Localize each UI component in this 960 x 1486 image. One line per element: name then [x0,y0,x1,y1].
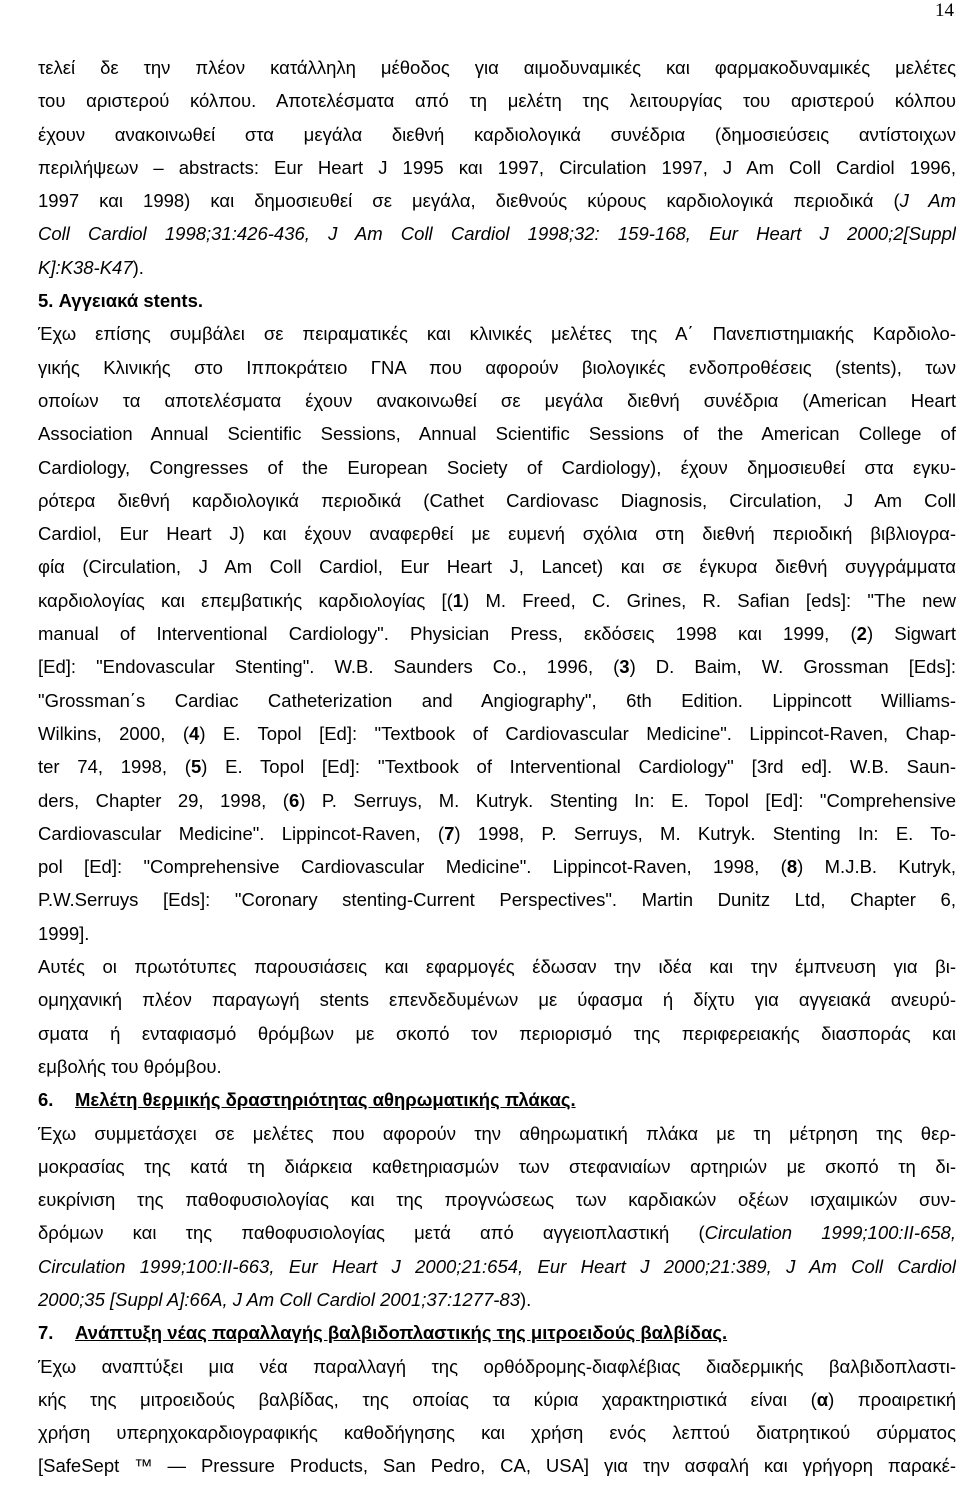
italic-run: 2000;35 [Suppl A]:66A, J Am Coll Cardiol 2001;37:1277-83 [38,1288,520,1310]
text-run: ). [132,256,144,278]
text-run: ευκρίνιση της παθοφυσιολογίας και της προγνώσεως των καρδιακών οξέων ισχαιμικών συν- [38,1189,956,1211]
bold-run: 2 [856,623,867,645]
section-heading-6 [38,1083,956,1116]
text-run: σματα ή ενταφιασμό θρόμβων με σκοπό τον περιορισμό της περιφερειακής διασποράς και [38,1022,956,1044]
section-number: 5. [38,290,54,312]
italic-run: Coll Cardiol 1998;31:426-436, J Am Coll Cardiol 1998;32: 159-168, Eur Heart J 2000;2[Suppl [38,223,956,245]
text-line [38,684,956,717]
italic-run: Circulation 1999;100:II-658, [704,1222,956,1244]
text-line [38,484,956,517]
text-run: μοκρασίας της κατά τη διάρκεια καθετηριασμών των στεφανιαίων αρτηριών με σκοπό τη δι- [38,1155,956,1177]
text-line [38,784,956,817]
italic-run: J Am [899,190,956,212]
text-run: ter 74, 1998, ( [38,756,191,778]
text-line [38,1150,956,1183]
text-run: [SafeSept ™ — Pressure Products, San Pedro, CA, USA] για την ασφαλή και γρήγορη παρακέ- [38,1455,956,1477]
text-line [38,251,956,284]
text-line [38,1017,956,1050]
text-line [38,983,956,1016]
text-run: ρότερα διεθνή καρδιολογικά περιοδικά (Cathet Cardiovasc Diagnosis, Circulation, J Am Coll [38,489,956,511]
text-run: [Ed]: "Endovascular Stenting". W.B. Saunders Co., 1996, ( [38,656,620,678]
text-run: pol [Ed]: "Comprehensive Cardiovascular Medicine". Lippincot-Raven, 1998, ( [38,856,787,878]
text-run: P.W.Serruys [Eds]: "Coronary stenting-Current Perspectives". Martin Dunitz Ltd, Chapter 6, [38,889,956,911]
text-run: έχουν ανακοινωθεί στα μεγάλα διεθνή καρδιολογικά συνέδρια (δημοσιεύσεις αντίστοιχων [38,123,956,145]
bold-run: 1 [452,589,464,611]
text-run: ) προαιρετική [828,1388,956,1410]
text-run: ) M. Freed, C. Grines, R. Safian [eds]: "The new [463,589,956,611]
page-number: 14 [935,0,954,21]
text-line [38,118,956,151]
text-run: ομηχανική πλέον παραγωγή stents επενδεδυμένων με ύφασμα ή δίχτυ για αγγειακά ανευρύ- [38,989,956,1011]
text-run: φία (Circulation, J Am Coll Cardiol, Eur Heart J, Lancet) και σε έγκυρα διεθνή συγγράμματα [38,556,956,578]
text-line [38,917,956,950]
text-run: τελεί δε την πλέον κατάλληλη μέθοδος για αιμοδυναμικές και φαρμακοδυναμικές μελέτες [38,57,956,78]
bold-run: 6 [288,789,300,811]
text-line [38,550,956,583]
text-run: 1999]. [38,922,90,944]
text-line [38,1350,956,1383]
text-run: Cardiology, Congresses of the European Society of Cardiology), έχουν δημοσιευθεί στα εγκυ- [38,456,956,478]
text-line [38,650,956,683]
text-line [38,883,956,916]
text-line [38,1117,956,1150]
text-line [38,1449,956,1482]
bold-run: 3 [619,656,630,678]
text-line [38,417,956,450]
text-line [38,451,956,484]
text-line [38,1216,956,1249]
document-body [38,51,956,1483]
text-run: οποίων τα αποτελέσματα έχουν ανακοινωθεί σε μεγάλα διεθνή συνέδρια (American Heart [38,389,956,411]
text-run: κής της μιτροειδούς βαλβίδας, της οποίας τα κύρια χαρακτηριστικά είναι ( [38,1388,817,1410]
section-title: Ανάπτυξη νέας παραλλαγής βαλβιδοπλαστικής της μιτροειδούς βαλβίδας. [75,1322,728,1344]
text-run: χρήση υπερηχοκαρδιογραφικής καθοδήγησης και χρήση ενός λεπτού διατρητικού σύρματος [38,1422,956,1444]
text-line [38,51,956,84]
text-run: Έχω συμμετάσχει σε μελέτες που αφορούν την αθηρωματική πλάκα με τη μέτρηση της θερ- [38,1122,956,1144]
text-line [38,84,956,117]
text-line [38,151,956,184]
bold-run: 7 [444,822,455,844]
text-line [38,1283,956,1316]
text-run: ) 1998, P. Serruys, M. Kutryk. Stenting In: E. To- [454,822,956,844]
section-heading-5 [38,284,956,317]
text-line [38,750,956,783]
text-run: ) P. Serruys, M. Kutryk. Stenting In: E. Topol [Ed]: "Comprehensive [299,789,956,811]
text-run: manual of Interventional Cardiology". Physician Press, εκδόσεις 1998 και 1999, ( [38,623,857,645]
text-run: γικής Κλινικής στο Ιπποκράτειο ΓΝΑ που αφορούν βιολογικές ενδοπροθέσεις (stents), των [38,356,956,378]
section-title: Μελέτη θερμικής δραστηριότητας αθηρωματικής πλάκας. [75,1089,576,1111]
italic-run: Circulation 1999;100:II-663, Eur Heart J 2000;21:654, Eur Heart J 2000;21:389, J Am Coll Cardiol [38,1255,956,1277]
text-run: Association Annual Scientific Sessions, Annual Scientific Sessions of the American College of [38,423,956,445]
section-title: Αγγειακά stents. [58,290,203,312]
text-run: Cardiovascular Medicine". Lippincot-Raven, ( [38,822,445,844]
text-run: ) D. Baim, W. Grossman [Eds]: [629,656,956,678]
text-run: ) E. Topol [Ed]: "Textbook of Cardiovascular Medicine". Lippincot-Raven, Chap- [199,722,956,744]
section-heading-7 [38,1316,956,1349]
section-number: 7. [38,1322,54,1344]
text-line [38,584,956,617]
text-line [38,817,956,850]
text-line [38,850,956,883]
bold-run: α [816,1388,829,1410]
text-line [38,1050,956,1083]
text-line [38,517,956,550]
text-line [38,384,956,417]
text-run: Έχω αναπτύξει μια νέα παραλλαγή της ορθόδρομης-διαφλέβιας διαδερμικής βαλβιδοπλαστι- [38,1355,956,1377]
text-run: ) Sigwart [866,623,956,645]
text-line [38,184,956,217]
text-run: ders, Chapter 29, 1998, ( [38,789,289,811]
text-run: ) M.J.B. Kutryk, [797,856,956,878]
text-line [38,217,956,250]
italic-run: K]:K38-K47 [38,256,133,278]
text-run: Cardiol, Eur Heart J) και έχουν αναφερθεί με ευμενή σχόλια στη διεθνή περιοδική βιβλιογρα- [38,523,956,545]
text-run: δρόμων και της παθοφυσιολογίας μετά από αγγειοπλαστική ( [38,1222,705,1244]
text-run: ). [520,1288,532,1310]
bold-run: 5 [190,756,202,778]
section-number: 6. [38,1089,54,1111]
text-line [38,617,956,650]
text-run: του αριστερού κόλπου. Αποτελέσματα από τη μελέτη της λειτουργίας του αριστερού κόλπου [38,90,956,112]
text-line [38,351,956,384]
text-line [38,950,956,983]
text-run: ) E. Topol [Ed]: ''Textbook of Interventional Cardiology'' [3rd ed]. W.B. Saun- [201,756,956,778]
text-run: "Grossman΄s Cardiac Catheterization and Angiography", 6th Edition. Lippincott Williams- [38,689,956,711]
text-line [38,317,956,350]
text-run: Wilkins, 2000, ( [38,722,190,744]
text-run: Αυτές οι πρωτότυπες παρουσιάσεις και εφαρμογές έδωσαν την ιδέα και την έμπνευση για βι- [38,956,956,978]
text-line [38,1250,956,1283]
text-line [38,717,956,750]
text-line [38,1383,956,1416]
text-run: καρδιολογίας και επεμβατικής καρδιολογίας [( [38,589,453,611]
text-run: περιλήψεων – abstracts: Eur Heart J 1995 και 1997, Circulation 1997, J Am Coll Cardiol 1996, [38,156,956,178]
text-run: εμβολής του θρόμβου. [38,1055,222,1077]
text-line [38,1183,956,1216]
bold-run: 4 [189,722,200,744]
bold-run: 8 [786,856,798,878]
text-line [38,1416,956,1449]
text-run: Έχω επίσης συμβάλει σε πειραματικές και κλινικές μελέτες της Α΄ Πανεπιστημιακής Καρδιολο- [38,323,956,345]
text-run: 1997 και 1998) και δημοσιευθεί σε μεγάλα, διεθνούς κύρους καρδιολογικά περιοδικά ( [38,190,900,212]
